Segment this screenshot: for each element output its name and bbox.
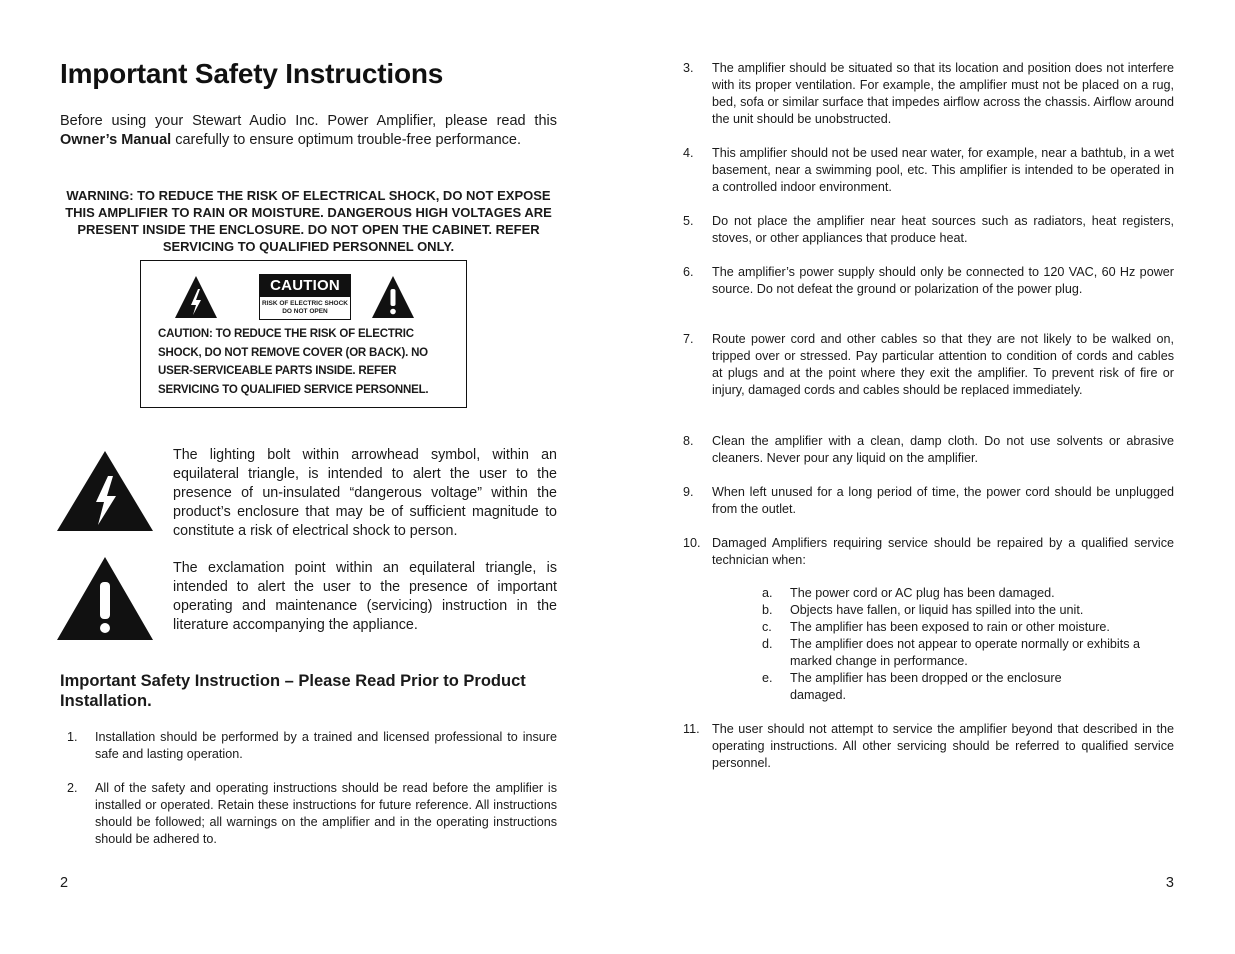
- caution-label-line-2: DO NOT OPEN: [282, 308, 328, 315]
- sub-item-text: Objects have fallen, or liquid has spilled into the unit.: [790, 603, 1084, 617]
- item-number: 6.: [683, 265, 694, 279]
- caution-label-title: CAUTION: [260, 275, 350, 297]
- item-text: The user should not attempt to service the amplifier beyond that described in the operating instructions. All other servicing should be referred to qualified service personnel.: [712, 722, 1174, 770]
- electric-shock-icon: [174, 275, 218, 319]
- page-title: Important Safety Instructions: [60, 58, 444, 89]
- page-number: 3: [1165, 875, 1174, 891]
- sub-item-letter: b.: [762, 603, 773, 617]
- sub-item-letter: a.: [762, 586, 773, 600]
- caution-label-line-1: RISK OF ELECTRIC SHOCK: [262, 300, 348, 307]
- sub-item-text: The power cord or AC plug has been damaged.: [790, 586, 1055, 600]
- sub-item-letter: d.: [762, 637, 773, 651]
- page-number: 2: [60, 875, 69, 891]
- item-number: 7.: [683, 332, 694, 346]
- item-text: The amplifier’s power supply should only be connected to 120 VAC, 60 Hz power source. Do not defeat the ground or polarization of the power plug.: [712, 265, 1174, 296]
- caution-label-subtitle: [260, 297, 350, 316]
- owners-manual-emphasis: Owner’s Manual: [60, 132, 172, 148]
- sub-item-text: The amplifier does not appear to operate normally or exhibits a marked change in performance.: [790, 637, 1141, 668]
- item-text: Damaged Amplifiers requiring service should be repaired by a qualified service technician when:: [712, 536, 1174, 567]
- item-text: Clean the amplifier with a clean, damp cloth. Do not use solvents or abrasive cleaners. Never pour any liquid on the amplifier.: [712, 434, 1174, 465]
- item-number: 9.: [683, 485, 694, 499]
- right-page: [683, 0, 1174, 954]
- item-number: 10.: [683, 536, 701, 550]
- sub-item-letter: e.: [762, 671, 773, 685]
- item-number: 1.: [67, 730, 78, 744]
- item-text: This amplifier should not be used near water, for example, near a bathtub, in a wet basement, near a swimming pool, etc. This amplifier is intended to be operated in a controlled indoor environment.: [712, 146, 1174, 194]
- item-number: 8.: [683, 434, 694, 448]
- caution-box: [140, 260, 467, 408]
- exclamation-triangle-icon: [56, 556, 154, 641]
- item-number: 4.: [683, 146, 694, 160]
- item-text: All of the safety and operating instructions should be read before the amplifier is installed or operated. Retain these instructions for future reference. All instructions should be followed; all warnings on the amplifier and in the operating instructions should be adhered to.: [95, 781, 557, 846]
- sub-item-text: The amplifier has been dropped or the enclosure damaged.: [790, 671, 1062, 702]
- lightning-bolt-triangle-icon: [56, 450, 154, 532]
- sub-item-letter: c.: [762, 620, 772, 634]
- left-page: [60, 0, 557, 954]
- item-text: Do not place the amplifier near heat sources such as radiators, heat registers, stoves, or other appliances that produce heat.: [712, 214, 1174, 245]
- intro-text-end: carefully to ensure optimum trouble-free performance.: [171, 132, 521, 148]
- item-number: 11.: [683, 722, 700, 736]
- exclamation-symbol-description: The exclamation point within an equilateral triangle, is intended to alert the user to the presence of important operating and maintenance (servicing) instruction in the literature accompanying the appliance.: [173, 560, 557, 633]
- item-number: 3.: [683, 61, 694, 75]
- exclamation-warning-icon: [371, 275, 415, 319]
- item-text: When left unused for a long period of time, the power cord should be unplugged from the outlet.: [712, 485, 1174, 516]
- item-number: 2.: [67, 781, 78, 795]
- item-text: Route power cord and other cables so that they are not likely to be walked on, tripped over or stressed. Pay particular attention to condition of cords and cables at plugs and at the point where they exit the amplifier. To prevent risk of fire or injury, damaged cords and cables should be replaced immediately.: [712, 332, 1174, 397]
- item-number: 5.: [683, 214, 694, 228]
- warning-notice: WARNING: TO REDUCE THE RISK OF ELECTRICAL SHOCK, DO NOT EXPOSE THIS AMPLIFIER TO RAIN OR MOISTURE. DANGEROUS HIGH VOLTAGES ARE PRESENT INSIDE THE ENCLOSURE. DO NOT OPEN THE CABINET. REFER SERVICING TO QUALIFIED PERSONNEL ONLY.: [65, 188, 552, 254]
- caution-label: [259, 274, 351, 320]
- intro-paragraph: [60, 112, 557, 150]
- caution-box-text: CAUTION: TO REDUCE THE RISK OF ELECTRIC SHOCK, DO NOT REMOVE COVER (OR BACK). NO USER-SERVICEABLE PARTS INSIDE. REFER SERVICING TO QUALIFIED SERVICE PERSONNEL.: [158, 328, 429, 396]
- item-text: Installation should be performed by a trained and licensed professional to insure safe and lasting operation.: [95, 730, 557, 761]
- sub-item-text: The amplifier has been exposed to rain or other moisture.: [790, 620, 1110, 634]
- lightning-symbol-description: The lighting bolt within arrowhead symbol, within an equilateral triangle, is intended to alert the user to the presence of un-insulated “dangerous voltage” within the product’s enclosure that may be of sufficient magnitude to constitute a risk of electrical shock to person.: [173, 447, 557, 539]
- intro-text-start: Before using your Stewart Audio Inc. Power Amplifier, please read this: [60, 113, 557, 129]
- section-heading: Important Safety Instruction – Please Read Prior to Product Installation.: [60, 672, 526, 710]
- item-text: The amplifier should be situated so that its location and position does not interfere with its proper ventilation. For example, the amplifier must not be placed on a rug, bed, sofa or similar surface that impedes airflow across the chassis. Airflow around the unit should be unobstructed.: [712, 61, 1174, 126]
